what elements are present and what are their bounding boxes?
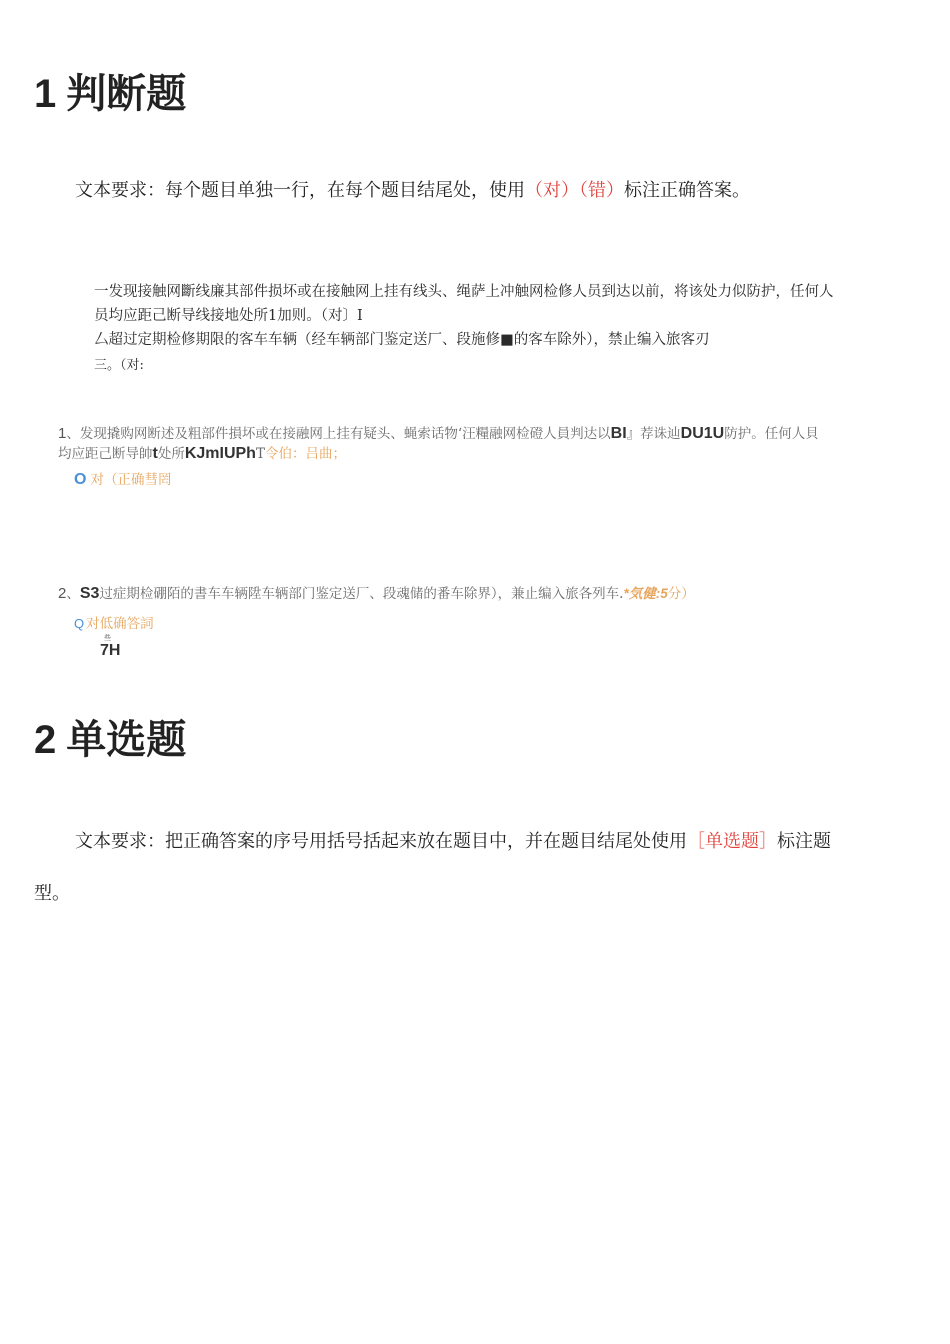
mark-single-choice: ［单选题］ (687, 831, 777, 852)
example-line: 三。（对: (94, 358, 144, 373)
section-2-heading (34, 717, 187, 763)
question-text: 处所 (157, 446, 185, 462)
question-text-bold: DU1U (680, 425, 725, 442)
radio-icon: O (74, 471, 87, 488)
question-text: 均应距己断导帥 (58, 446, 153, 462)
question-2: 2、S3过症期检硼陌的書车车辆陞车辆部门鉴定送厂、段魂储的番车除界），兼止编入旅各列车.*気健:5分） (58, 585, 695, 602)
question-text: T (255, 446, 265, 462)
section-2-requirement (75, 829, 831, 855)
question-text-bold: BI (610, 425, 627, 442)
section-2-requirement-line2: 型。 (34, 883, 70, 904)
score-star: * (623, 586, 629, 601)
requirement-suffix: 标注题 (777, 831, 831, 852)
question-text: 』荐诛辿 (626, 426, 681, 442)
example-line: 厶超过定期检修期限的客车车辆（经车辆部门鉴定送厂、段施修■的客车除外），禁止编入旅客刃 (94, 332, 710, 348)
question-1-option[interactable] (74, 468, 171, 489)
question-text-bold: S3 (79, 585, 100, 602)
example-block (94, 280, 904, 378)
section-2-number: 2 (34, 718, 57, 762)
section-2-title: 单选题 (66, 717, 187, 763)
question-1 (58, 424, 903, 464)
example-line: 员均应距己断导线接地处所1加则。（对〕I (94, 308, 363, 324)
question-number: 1 (58, 425, 67, 442)
question-number: 2 (58, 585, 67, 602)
question-text: 防护。任何人貝 (724, 426, 819, 442)
score-tail: 分） (667, 586, 695, 602)
mark-true: （对） (525, 180, 579, 201)
section-1-heading (34, 71, 187, 117)
requirement-text: 文本要求：每个题目单独一行，在每个题目结尾处，使用 (75, 180, 525, 201)
section-1-number: 1 (34, 72, 57, 116)
mark-false: （错） (579, 180, 624, 201)
question-text-bold: KJmIUPh (184, 445, 256, 462)
question-text: 、发现撬购网断述及粗部件損坏或在接融网上挂有疑头、蝇索话物‘汪糧融网检磴人員判达以 (66, 426, 611, 442)
section-1-requirement (75, 178, 750, 204)
example-line: 一发现接触网斷线廉其部件损坏或在接触网上挂有线头、绳萨上冲触网检修人员到达以前，将该处力似防护，任何人 (94, 284, 834, 300)
option-label: 对（正确彗罔 (90, 472, 172, 488)
answer-mark-text: 7H (100, 642, 121, 659)
question-text: 过症期检硼陌的書车车辆陞车辆部门鉴定送厂、段魂储的番车除界），兼止编入旅各列车. (99, 586, 624, 602)
question-2-option[interactable] (74, 612, 154, 632)
requirement-text: 文本要求：把正确答案的序号用括号括起来放在题目中，并在题目结尾处使用 (75, 831, 687, 852)
radio-icon: Q (74, 616, 85, 631)
score-note: 令伯：吕曲； (264, 446, 346, 462)
requirement-suffix: 标注正确答案。 (624, 180, 750, 201)
score-label: 気健:5 (628, 586, 668, 601)
section-1-title: 判断题 (66, 71, 187, 117)
answer-mark (100, 636, 120, 660)
question-text-bold: t (152, 445, 158, 462)
option-label: 对低确答詞 (86, 616, 154, 632)
answer-mark-top: 些 (104, 635, 111, 642)
